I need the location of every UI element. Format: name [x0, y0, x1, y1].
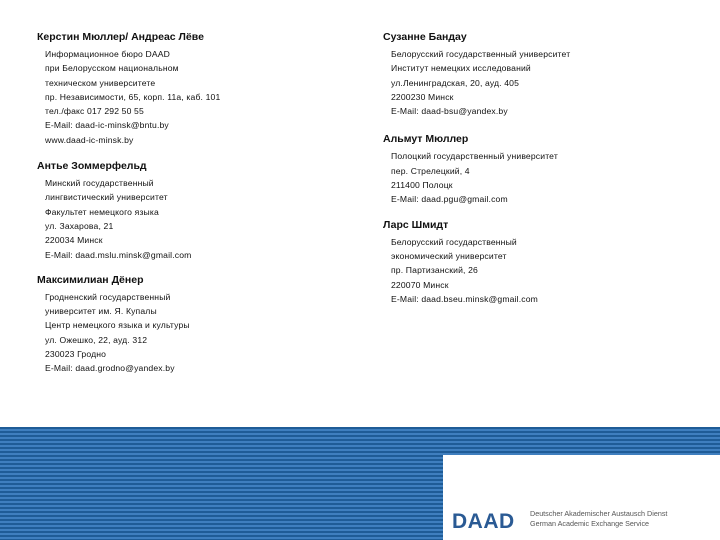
daad-logo-line-en: German Academic Exchange Service	[530, 519, 650, 528]
contact-detail-line: пер. Стрелецкий, 4	[391, 165, 470, 176]
contact-detail-line: Институт немецких исследований	[391, 63, 531, 74]
contact-block	[383, 30, 713, 118]
contact-detail-line: ул. Ожешко, 22, ауд. 312	[45, 334, 148, 345]
contact-detail-line: ул.Ленинградская, 20, ауд. 405	[391, 77, 520, 88]
contact-detail-line: 230023 Гродно	[45, 349, 107, 360]
contact-email[interactable]: E-Mail: daad.bseu.minsk@gmail.com	[391, 293, 538, 304]
contact-detail-line: университет им. Я. Купалы	[45, 306, 157, 317]
left-contacts-column	[37, 30, 367, 387]
contact-detail-line: Белорусский государственный	[391, 236, 517, 247]
contact-detail-line: Информационное бюро DAAD	[45, 49, 170, 59]
contact-detail-line: лингвистический университет	[45, 192, 168, 203]
contact-detail-line: Белорусский государственный университет	[391, 49, 571, 59]
contact-block	[383, 132, 713, 206]
daad-logo	[443, 455, 720, 540]
contact-detail-line: Гродненский государственный	[45, 291, 171, 302]
contact-detail-line: 220070 Минск	[391, 279, 449, 290]
contact-detail-line: пр. Партизанский, 26	[391, 265, 478, 276]
contact-detail-line: Полоцкий государственный университет	[391, 151, 558, 162]
contact-detail-line: 2200230 Минск	[391, 91, 454, 102]
contact-email[interactable]: E-Mail: daad.mslu.minsk@gmail.com	[45, 249, 192, 260]
contact-detail-line: 220034 Минск	[45, 235, 103, 246]
contact-email[interactable]: E-Mail: daad.pgu@gmail.com	[391, 194, 508, 205]
contact-detail-line: техническом университете	[45, 77, 156, 88]
contact-detail-line: тел./факс 017 292 50 55	[45, 106, 144, 117]
contact-name: Альмут Мюллер	[383, 133, 469, 146]
contact-block	[37, 273, 367, 376]
contact-detail-line: при Белорусском национальном	[45, 63, 179, 74]
right-contacts-column	[383, 30, 713, 317]
daad-wordmark: DAAD	[452, 510, 515, 533]
contact-name: Максимилиан Дёнер	[37, 273, 144, 286]
contact-name: Антье Зоммерфельд	[37, 160, 147, 173]
contact-name: Сузанне Бандау	[383, 31, 467, 43]
contact-website[interactable]: www.daad-ic-minsk.by	[45, 134, 134, 145]
contact-name: Ларс Шмидт	[383, 218, 449, 231]
contact-email[interactable]: E-Mail: daad.grodno@yandex.by	[45, 363, 175, 374]
contact-detail-line: 211400 Полоцк	[391, 180, 453, 191]
contact-block	[383, 218, 713, 306]
contact-detail-line: Центр немецкого языка и культуры	[45, 320, 190, 331]
contact-email[interactable]: E-Mail: daad-bsu@yandex.by	[391, 106, 508, 117]
contact-detail-line: Минский государственный	[45, 178, 154, 189]
contact-detail-line: Факультет немецкого языка	[45, 206, 159, 217]
contact-name: Керстин Мюллер/ Андреас Лёве	[37, 31, 204, 43]
contact-block	[37, 30, 367, 147]
contact-block	[37, 159, 367, 262]
contact-detail-line: пр. Независимости, 65, корп. 11а, каб. 101	[45, 91, 221, 102]
daad-logo-line-de: Deutscher Akademischer Austausch Dienst	[530, 509, 668, 518]
daad-logo-subtitle	[530, 509, 667, 529]
contact-email[interactable]: E-Mail: daad-ic-minsk@bntu.by	[45, 120, 169, 131]
contact-detail-line: ул. Захарова, 21	[45, 220, 114, 231]
contact-detail-line: экономический университет	[391, 250, 507, 261]
